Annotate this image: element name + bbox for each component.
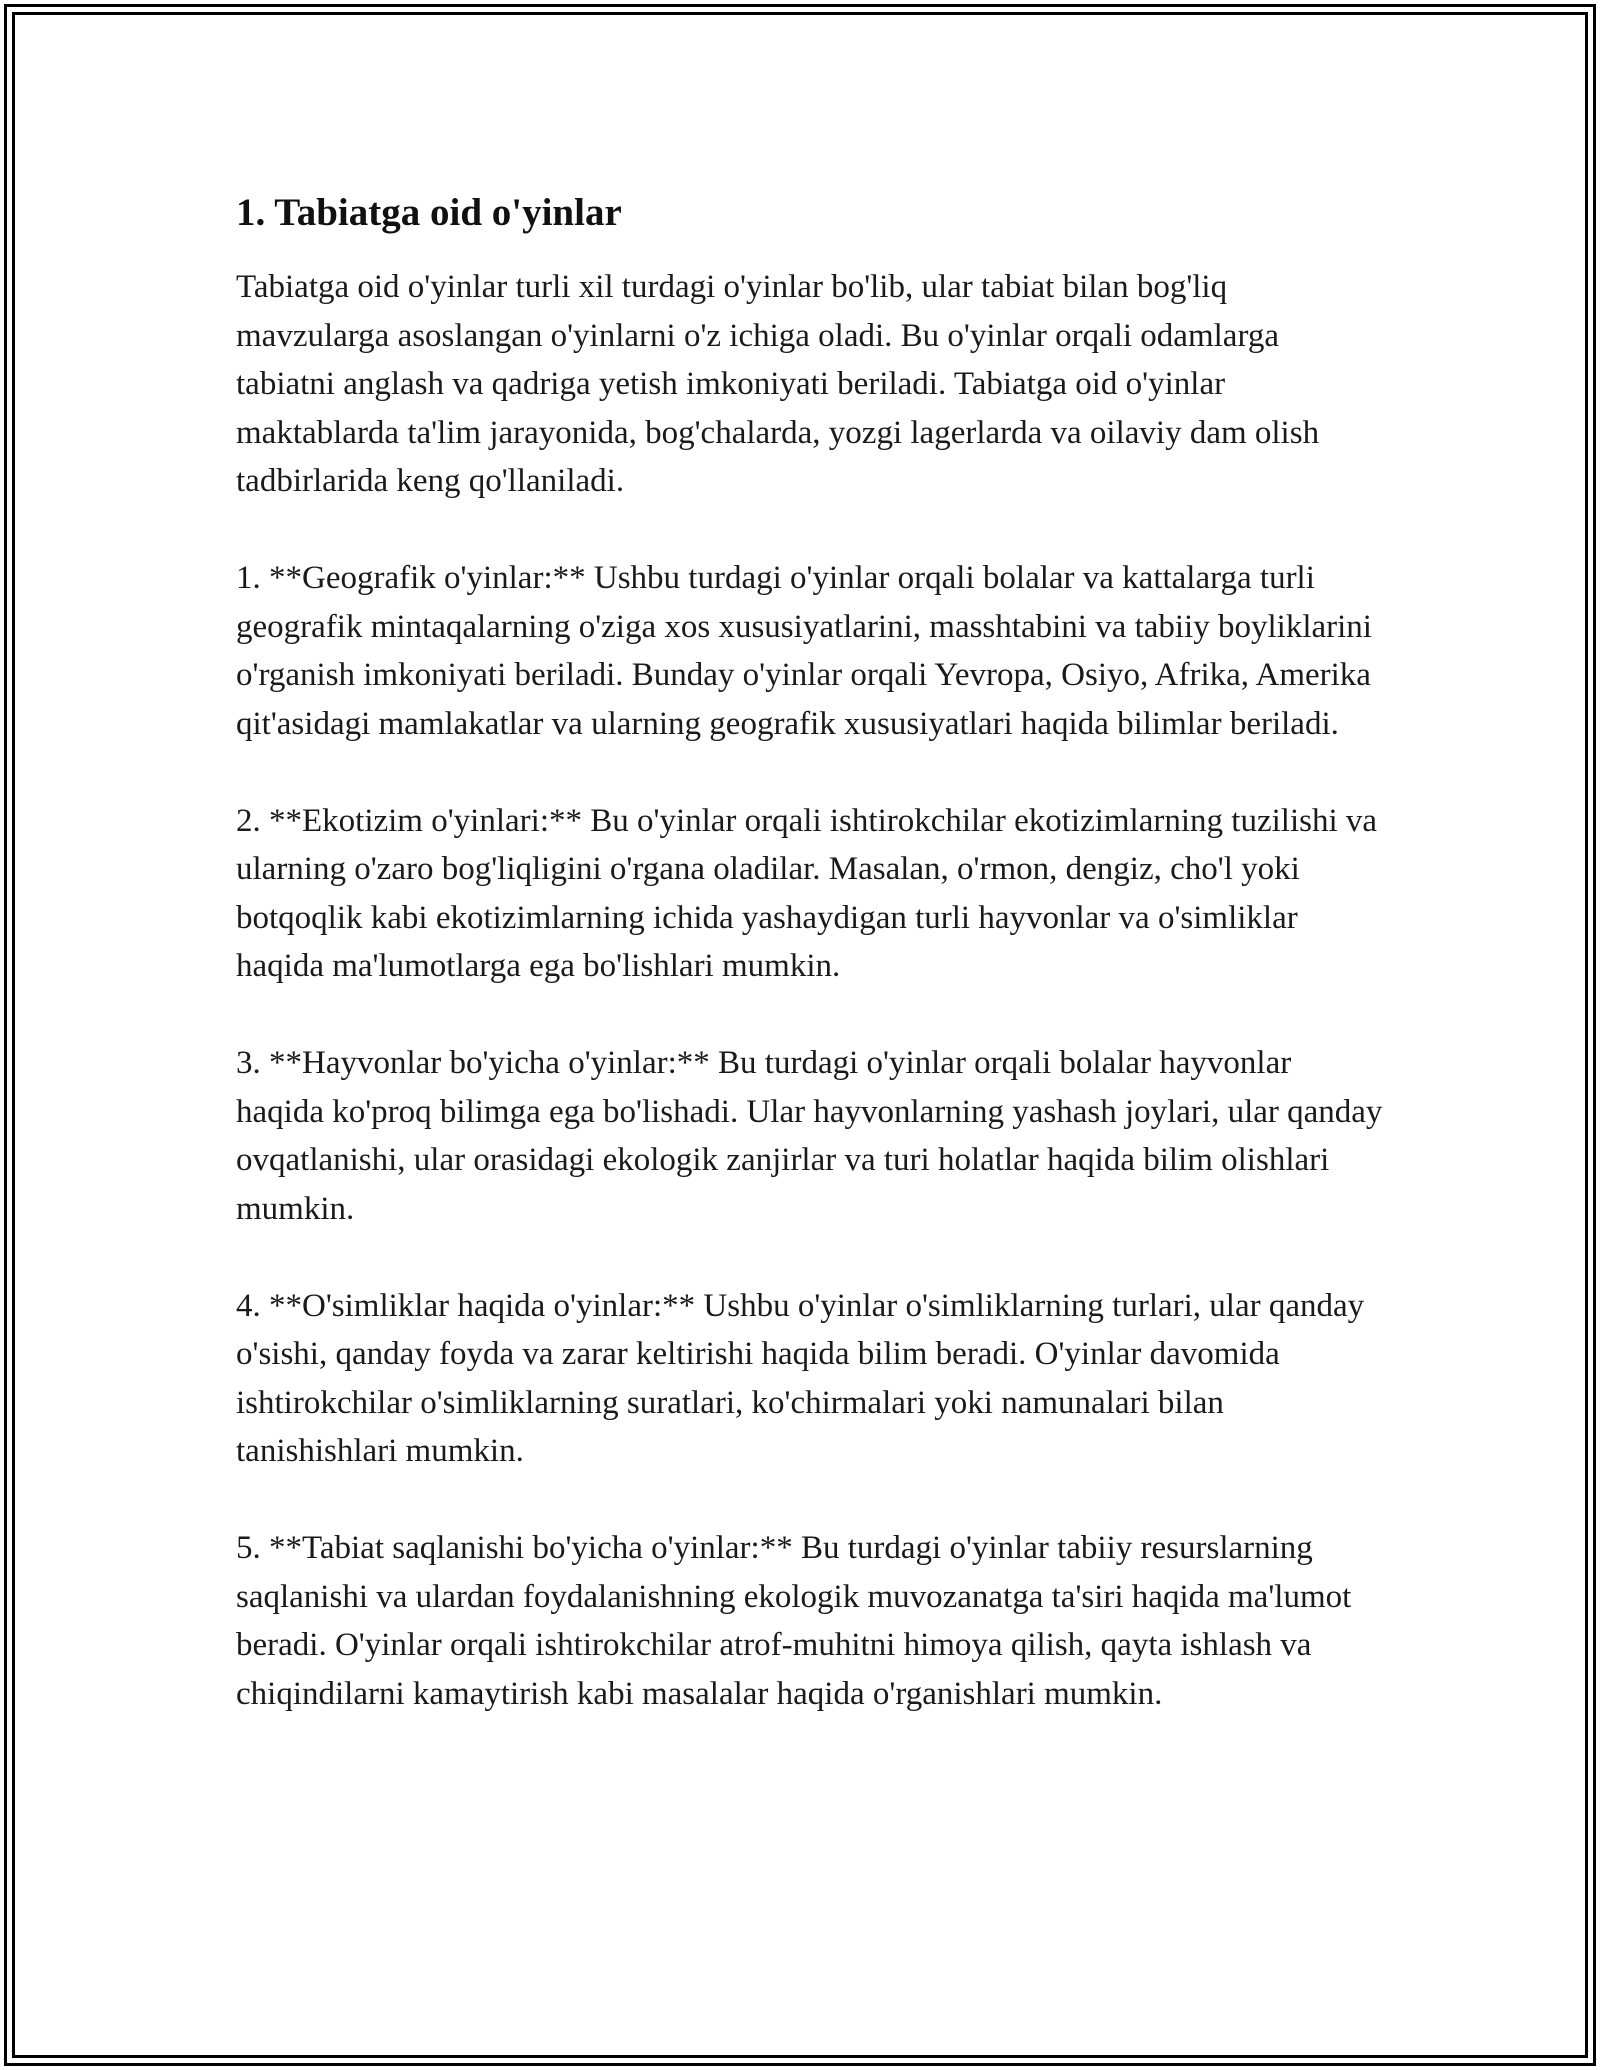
list-item-hayvonlar: 3. **Hayvonlar bo'yicha o'yinlar:** Bu turdagi o'yinlar orqali bolalar hayvonlar haqida ko'proq bilimga ega bo'lishadi. Ular hayvonlarning yashash joylari, ular qanday ovqatlanishi, ular orasidagi ekologik zanjirlar va turi holatlar haqida bilim olishlari mumkin.: [236, 1045, 1383, 1227]
list-item-osimliklar: 4. **O'simliklar haqida o'yinlar:** Ushbu o'yinlar o'simliklarning turlari, ular qanday o'sishi, qanday foyda va zarar keltirishi haqida bilim beradi. O'yinlar davomida ishtirokchilar o'simliklarning suratlari, ko'chirmalari yoki namunalari bilan tanishishlari mumkin.: [236, 1287, 1365, 1469]
list-item-tabiat-saqlanishi: 5. **Tabiat saqlanishi bo'yicha o'yinlar:** Bu turdagi o'yinlar tabiiy resurslarning saqlanishi va ulardan foydalanishning ekologik muvozanatga ta'siri haqida ma'lumot beradi. O'yinlar orqali ishtirokchilar atrof-muhitni himoya qilish, qayta ishlash va chiqindilarni kamaytirish kabi masalalar haqida o'rganishlari mumkin.: [236, 1530, 1352, 1712]
document-title: 1. Tabiatga oid o'yinlar: [236, 191, 622, 234]
list-item-ekotizim: 2. **Ekotizim o'yinlari:** Bu o'yinlar orqali ishtirokchilar ekotizimlarning tuzilishi va ularning o'zaro bog'liqligini o'rgana oladilar. Masalan, o'rmon, dengiz, cho'l yoki botqoqlik kabi ekotizimlarning ichida yashaydigan turli hayvonlar va o'simliklar haqida ma'lumotlarga ega bo'lishlari mumkin.: [236, 802, 1378, 984]
list-item-geografik: 1. **Geografik o'yinlar:** Ushbu turdagi o'yinlar orqali bolalar va kattalarga turli geografik mintaqalarning o'ziga xos xususiyatlarini, masshtabini va tabiiy boyliklarini o'rganish imkoniyati beriladi. Bunday o'yinlar orqali Yevropa, Osiyo, Afrika, Amerika qit'asidagi mamlakatlar va ularning geografik xususiyatlari haqida bilimlar beriladi.: [236, 560, 1372, 742]
intro-paragraph: Tabiatga oid o'yinlar turli xil turdagi o'yinlar bo'lib, ular tabiat bilan bog'liq mavzularga asoslangan o'yinlarni o'z ichiga oladi. Bu o'yinlar orqali odamlarga tabiatni anglash va qadriga yetish imkoniyati beriladi. Tabiatga oid o'yinlar maktablarda ta'lim jarayonida, bog'chalarda, yozgi lagerlarda va oilaviy dam olish tadbirlarida keng qo'llaniladi.: [236, 269, 1320, 499]
document-body: [236, 185, 1386, 1767]
